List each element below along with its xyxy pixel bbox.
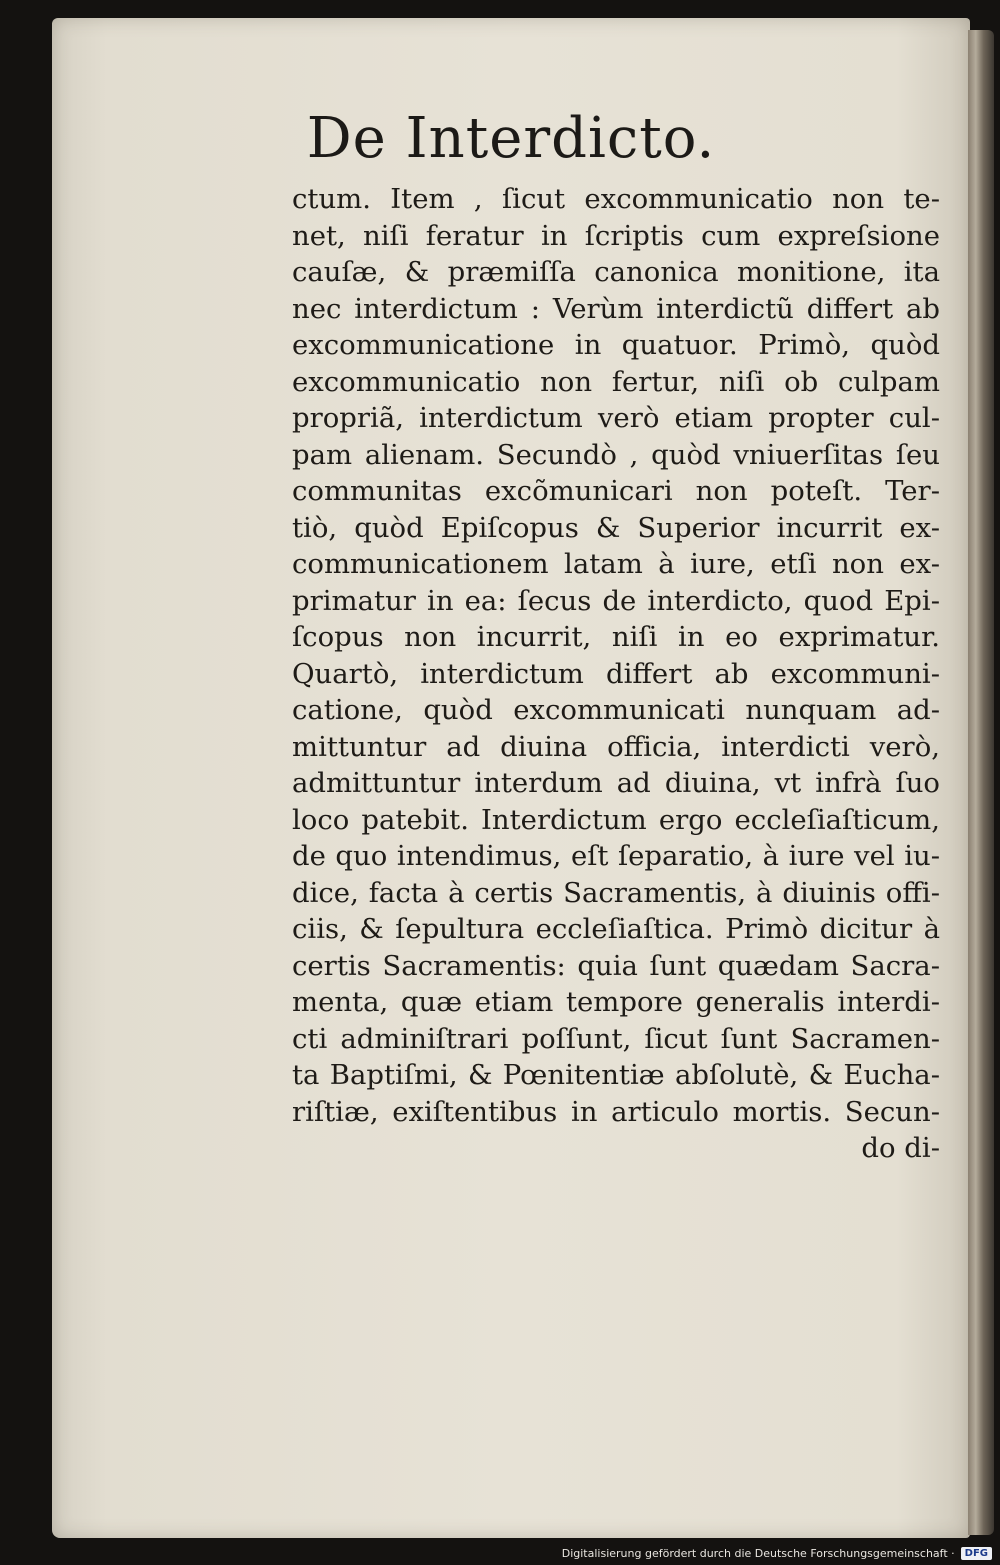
text-line: Quartò, interdictum differt ab excommuni- (292, 657, 940, 690)
text-line: net, niſi feratur in ſcriptis cum expreſsione (292, 219, 940, 252)
book-page (52, 18, 970, 1538)
text-line: tiò, quòd Epiſcopus & Superior incurrit ex- (292, 511, 940, 544)
text-line: do di- (861, 1132, 940, 1164)
text-line: communicationem latam à iure, etſi non ex- (292, 548, 940, 580)
text-line: mittuntur ad diuina officia, interdicti verò, (292, 730, 940, 763)
text-line: admittuntur interdum ad diuina, vt infrà ſuo (292, 767, 940, 799)
text-line: cti adminiſtrari poſſunt, ſicut ſunt Sacramen- (292, 1022, 940, 1055)
text-line: de quo intendimus, eſt ſeparatio, à iure vel iu- (292, 840, 940, 872)
text-line: excommunicatio non fertur, niſi ob culpam (292, 365, 940, 398)
text-line: riſtiæ, exiſtentibus in articulo mortis. Secun- (292, 1095, 940, 1128)
text-line: primatur in ea: ſecus de interdicto, quod Epi- (292, 584, 940, 617)
text-line: ctum. Item , ſicut excommunicatio non te- (292, 183, 940, 215)
credit-text: Digitalisierung gefördert durch die Deutsche Forschungsgemeinschaft · (561, 1546, 955, 1560)
text-line: communitas excõmunicari non poteſt. Ter- (292, 475, 940, 507)
text-line: ciis, & ſepultura eccleſiaſtica. Primò dicitur à (292, 913, 940, 945)
dfg-logo: DFG (961, 1547, 992, 1560)
book-edge (968, 30, 994, 1535)
digitization-credit (562, 1543, 992, 1563)
text-line: ta Baptiſmi, & Pœnitentiæ abſolutè, & Eucha- (292, 1059, 940, 1091)
text-line: propriã, interdictum verò etiam propter cul- (292, 402, 940, 434)
text-line: dice, facta à certis Sacramentis, à diuinis offi- (292, 876, 940, 909)
text-line: pam alienam. Secundò , quòd vniuerſitas ſeu (292, 438, 940, 471)
text-line: nec interdictum : Verùm interdictũ differt ab (292, 292, 940, 325)
text-line: ſcopus non incurrit, niſi in eo exprimatur. (292, 621, 940, 653)
text-line: menta, quæ etiam tempore generalis interdi- (292, 986, 940, 1018)
text-line: excommunicatione in quatuor. Primò, quòd (292, 329, 940, 361)
running-header: De Interdicto. (306, 106, 716, 171)
body-text (292, 181, 940, 1167)
text-line: cauſæ, & præmiſſa canonica monitione, ita (292, 256, 940, 288)
text-line: catione, quòd excommunicati nunquam ad- (292, 694, 940, 726)
text-line: certis Sacramentis: quia ſunt quædam Sacra- (292, 949, 940, 982)
text-line: loco patebit. Interdictum ergo eccleſiaſticum, (292, 803, 940, 836)
